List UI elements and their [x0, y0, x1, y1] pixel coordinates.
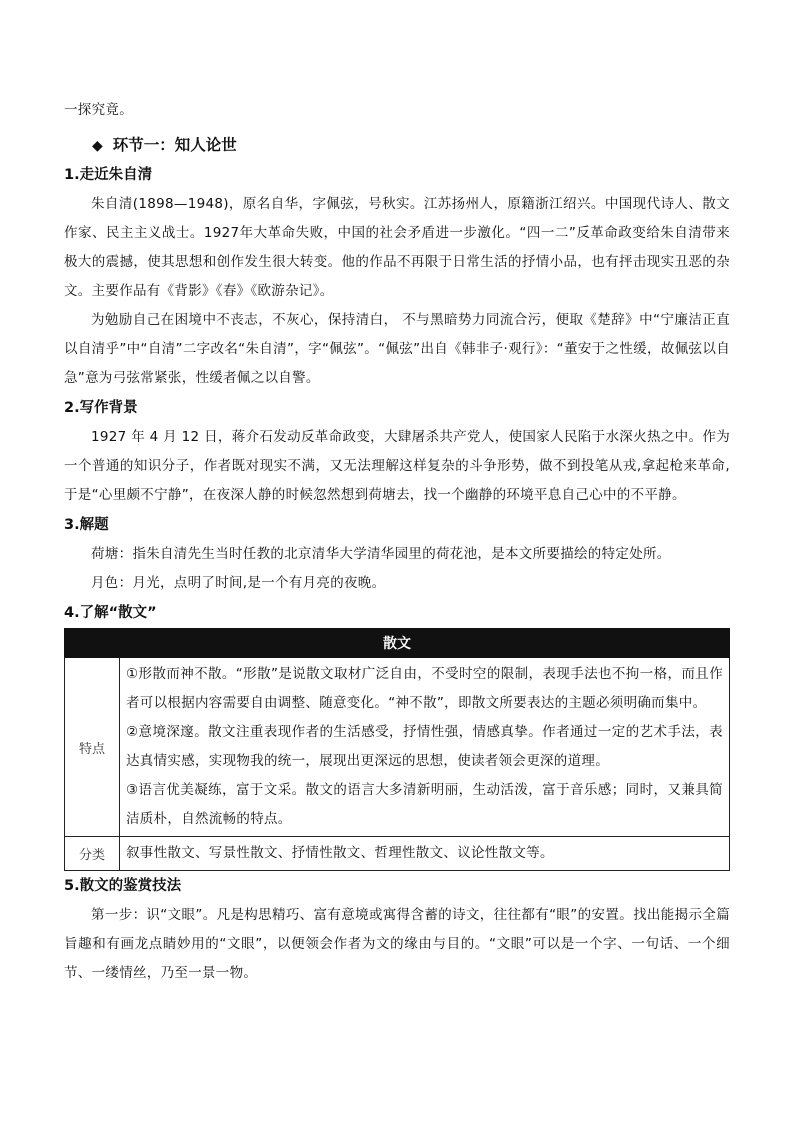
paragraph: 第一步：识“文眼”。凡是构思精巧、富有意境或寓得含蓄的诗文，往往都有“眼”的安置。找出能揭示全篇旨趣和有画龙点睛妙用的“文眼”，以便领会作者为文的缘由与目的。“文眼”可以是一个字、一句话、一个细节、一缕情丝，乃至一景一物。: [64, 907, 730, 981]
table-row: [65, 658, 730, 837]
section-heading-1: 1.走近朱自清: [64, 167, 153, 183]
document-page: [64, 96, 730, 988]
section-heading-3: 3.解题: [64, 517, 109, 533]
paragraph: 为勉励自己在困境中不丧志，不灰心，保持清白， 不与黑暗势力同流合污，便取《楚辞》中“宁廉洁正直以自清乎”中“自清”二字改名“朱自清”，字“佩弦”。“佩弦”出自《韩非子·观行》：“董安于之性缓，故佩弦以自急”意为弓弦常紧张，性缓者佩之以自警。: [64, 312, 730, 386]
table-paragraph: ①形散而神不散。“形散”是说散文取材广泛自由，不受时空的限制，表现手法也不拘一格，而且作者可以根据内容需要自由调整、随意变化。“神不散”，即散文所要表达的主题必须明确而集中。: [126, 666, 723, 711]
table-header: 散文: [65, 629, 730, 658]
paragraph: 月色：月光，点明了时间,是一个有月亮的夜晚。: [91, 575, 386, 591]
section-heading-2: 2.写作背景: [64, 400, 138, 416]
table-paragraph: 叙事性散文、写景性散文、抒情性散文、哲理性散文、议论性散文等。: [126, 845, 554, 861]
section-heading-4: 4.了解“散文”: [64, 605, 157, 621]
row-label: 特点: [65, 658, 120, 837]
prose-info-table: [64, 628, 730, 871]
row-label: 分类: [65, 837, 120, 871]
paragraph: 朱自清(1898—1948)，原名自华，字佩弦，号秋实。江苏扬州人，原籍浙江绍兴。中国现代诗人、散文作家、民主主义战士。1927年大革命失败，中国的社会矛盾进一步激化。“四一二”反革命政变给朱自清带来极大的震撼，使其思想和创作发生很大转变。他的作品不再限于日常生活的抒情小品，也有抨击现实丑恶的杂文。主要作品有《背影》《春》《欧游杂记》。: [64, 196, 730, 299]
row-content: [120, 658, 730, 837]
section-heading-5: 5.散文的鉴赏技法: [64, 878, 182, 894]
main-section-title: 环节一：知人论世: [112, 136, 237, 154]
paragraph: 1927 年 4 月 12 日，蒋介石发动反革命政变，大肆屠杀共产党人，使国家人民陷于水深火热之中。作为一个普通的知识分子，作者既对现实不满，又无法理解这样复杂的斗争形势，做不到投笔从戎,拿起枪来革命,于是“心里颇不宁静”，在夜深人静的时候忽然想到荷塘去，找一个幽静的环境平息自己心中的不平静。: [64, 429, 730, 503]
intro-fragment: 一探究竟。: [64, 102, 133, 118]
paragraph: 荷塘：指朱自清先生当时任教的北京清华大学清华园里的荷花池，是本文所要描绘的特定处所。: [91, 546, 671, 562]
diamond-bullet-icon: ◆: [92, 138, 103, 154]
row-content: [120, 837, 730, 871]
main-section-heading: [64, 131, 730, 160]
table-paragraph: ③语言优美凝练，富于文采。散文的语言大多清新明丽，生动活泼，富于音乐感；同时，又兼具简洁质朴，自然流畅的特点。: [126, 782, 723, 827]
table-paragraph: ②意境深邃。散文注重表现作者的生活感受，抒情性强，情感真挚。作者通过一定的艺术手法，表达真情实感，实现物我的统一，展现出更深远的思想，使读者领会更深的道理。: [126, 724, 723, 769]
table-row: [65, 837, 730, 871]
